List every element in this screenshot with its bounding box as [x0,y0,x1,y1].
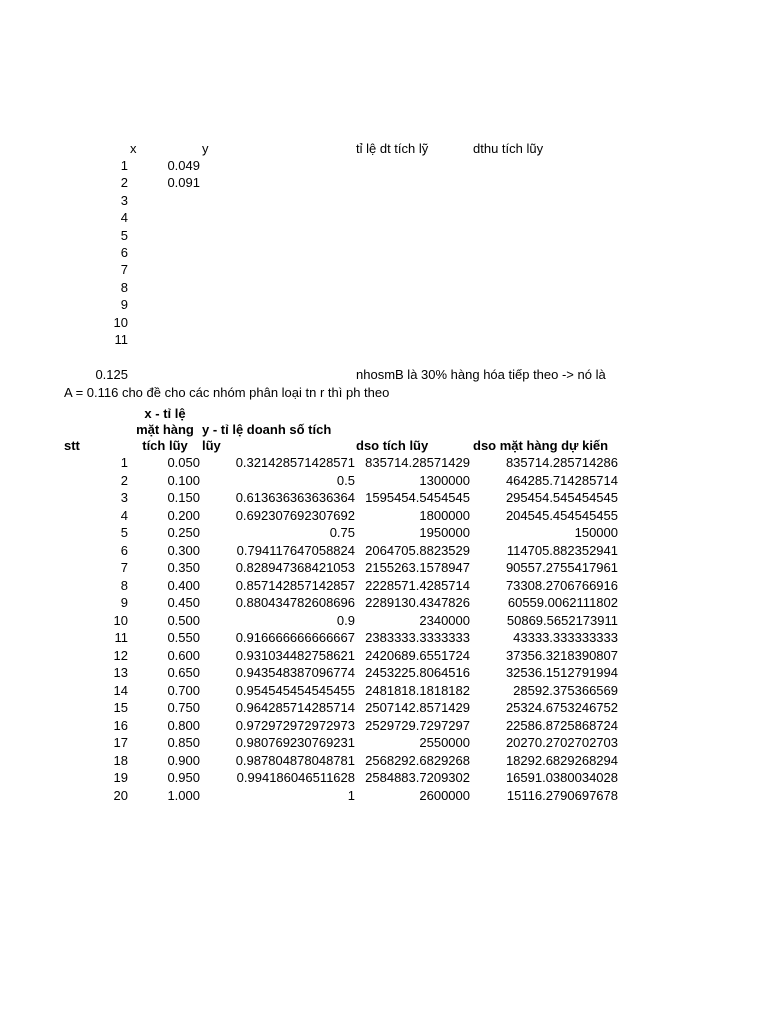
x-value-cell: 0.050 [167,455,200,470]
stt-cell: 10 [113,612,128,628]
forecast-value-cell: 32536.1512791994 [505,665,618,680]
stt-cell: 7 [120,560,128,575]
dso-value-cell: 2529729.7297297 [365,717,470,733]
y-value-cell: 0.931034482758621 [235,647,355,663]
x-cell: 10 [113,314,128,330]
table-row [0,542,768,559]
dso-value-cell: 2289130.4347826 [365,595,470,610]
dso-value-cell: 2383333.3333333 [365,630,470,645]
stt-cell: 5 [120,525,128,540]
x-cell: 7 [120,262,128,278]
table-row [0,489,768,506]
x-cell: 2 [120,175,128,191]
x-header-line-2: mặt hàng [136,422,194,437]
x-cell: 5 [120,227,128,243]
y-value-cell: 0.5 [336,472,355,488]
dso-value-cell: 1300000 [419,472,470,488]
table-row [0,734,768,751]
x-header-line-3: tích lũy [142,438,188,453]
forecast-header: dso mặt hàng dự kiến [473,438,609,453]
stt-cell: 16 [113,717,128,733]
dso-header: dso tích lũy [356,438,429,453]
y-value-cell: 0.75 [329,525,355,540]
x-value-cell: 0.600 [167,647,200,663]
note-line-1: nhosmB là 30% hàng hóa tiếp theo -> nó là [356,367,606,382]
forecast-value-cell: 295454.545454545 [505,490,618,505]
dso-value-cell: 2507142.8571429 [365,700,470,715]
table-row [0,296,768,313]
stt-cell: 17 [113,735,128,750]
table-row [0,209,768,226]
forecast-value-cell: 114705.882352941 [506,542,618,558]
y-value-cell: 0.987804878048781 [235,752,355,768]
y-value-cell: 0.857142857142857 [235,577,355,593]
forecast-value-cell: 73308.2706766916 [505,577,618,593]
stt-header: stt [64,438,80,453]
forecast-value-cell: 22586.8725868724 [505,717,618,733]
y-value-cell: 0.9 [336,612,355,628]
dso-value-cell: 2600000 [419,787,470,803]
x-cell: 1 [120,158,128,173]
stt-cell: 9 [120,595,128,610]
x-value-cell: 0.650 [167,665,200,680]
stt-cell: 19 [113,770,128,785]
stt-cell: 15 [113,700,128,715]
y-header-line-2: lũy [202,438,221,453]
forecast-value-cell: 150000 [574,525,618,540]
y-column-header: y [202,141,209,156]
stt-cell: 14 [113,682,128,698]
table-row [0,699,768,716]
y-value-cell: 0.994186046511628 [236,770,355,785]
y-value-cell: 1 [347,787,355,803]
y-cell: 0.091 [167,175,200,191]
y-value-cell: 0.972972972972973 [235,717,355,733]
dso-value-cell: 835714.28571429 [365,455,470,470]
forecast-value-cell: 16591.0380034028 [505,770,618,785]
dso-value-cell: 2453225.8064516 [365,665,470,680]
x-value-cell: 0.700 [167,682,200,698]
x-cell: 3 [120,192,128,208]
dso-value-cell: 2568292.6829268 [365,752,470,768]
forecast-value-cell: 43333.333333333 [513,630,618,645]
table-row [0,629,768,646]
y-cell: 0.049 [167,158,200,173]
dso-value-cell: 2155263.1578947 [365,560,470,575]
dso-value-cell: 2584883.7209302 [365,770,470,785]
table-row [0,244,768,261]
x-value-cell: 0.950 [167,770,200,785]
table-row [0,157,768,174]
table-row [0,314,768,331]
forecast-value-cell: 835714.285714286 [505,455,618,470]
stt-cell: 20 [113,787,128,803]
y-value-cell: 0.943548387096774 [235,665,355,680]
x-value-cell: 0.850 [167,735,200,750]
dso-value-cell: 2481818.1818182 [365,682,470,698]
table-row [0,559,768,576]
table-row [0,752,768,769]
stt-cell: 11 [114,630,128,645]
x-cell: 8 [120,279,128,295]
forecast-value-cell: 204545.454545455 [505,507,618,523]
x-value-cell: 0.300 [167,542,200,558]
value-cell: 0.125 [95,367,128,382]
dso-value-cell: 1595454.5454545 [365,490,470,505]
forecast-value-cell: 15116.2790697678 [506,787,618,803]
stt-cell: 4 [120,507,128,523]
x-header-line-1: x - tỉ lệ [144,406,186,421]
x-value-cell: 0.100 [167,472,200,488]
x-cell: 11 [114,332,128,347]
y-value-cell: 0.964285714285714 [235,700,355,715]
y-value-cell: 0.794117647058824 [236,542,355,558]
table-row [0,682,768,699]
dso-value-cell: 1950000 [419,525,470,540]
x-column-header: x [130,141,137,156]
table-row [0,174,768,191]
table-row [0,507,768,524]
x-value-cell: 0.550 [167,630,200,645]
rate-column-header: tỉ lệ dt tích lỹ [356,141,429,156]
dso-value-cell: 2064705.8823529 [365,542,470,558]
y-value-cell: 0.980769230769231 [235,735,355,750]
table-row [0,472,768,489]
x-value-cell: 1.000 [167,787,200,803]
table-row [0,279,768,296]
x-value-cell: 0.400 [167,577,200,593]
cumulative-column-header: dthu tích lũy [473,141,544,156]
stt-cell: 1 [120,455,128,470]
x-value-cell: 0.250 [167,525,200,540]
stt-cell: 3 [120,490,128,505]
forecast-value-cell: 28592.375366569 [513,682,618,698]
y-value-cell: 0.613636363636364 [235,490,355,505]
table-row [0,664,768,681]
y-value-cell: 0.828947368421053 [235,560,355,575]
x-value-cell: 0.350 [167,560,200,575]
table-row [0,524,768,541]
stt-cell: 13 [113,665,128,680]
table-row [0,787,768,804]
forecast-value-cell: 37356.3218390807 [505,647,618,663]
dso-value-cell: 2228571.4285714 [365,577,470,593]
x-value-cell: 0.900 [167,752,200,768]
x-cell: 4 [120,210,128,226]
table-row [0,612,768,629]
table-row [0,577,768,594]
note-line-2: A = 0.116 cho đề cho các nhóm phân loại tn r thì ph theo [64,385,390,400]
forecast-value-cell: 20270.2702702703 [505,735,618,750]
y-value-cell: 0.692307692307692 [235,507,355,523]
table-row [0,647,768,664]
table-row [0,454,768,471]
x-value-cell: 0.750 [167,700,200,715]
y-value-cell: 0.880434782608696 [235,595,355,610]
table-row [0,594,768,611]
forecast-value-cell: 25324.6753246752 [505,700,618,715]
forecast-value-cell: 464285.714285714 [505,472,618,488]
x-value-cell: 0.800 [167,717,200,733]
x-cell: 6 [120,245,128,260]
dso-value-cell: 2550000 [419,735,470,750]
dso-value-cell: 2420689.6551724 [365,647,470,663]
dso-value-cell: 1800000 [419,507,470,523]
y-value-cell: 0.954545454545455 [235,682,355,698]
table-row [0,227,768,244]
x-value-cell: 0.450 [167,595,200,610]
y-header-line-1: y - tỉ lệ doanh số tích [202,422,332,437]
table-row [0,769,768,786]
stt-cell: 6 [120,542,128,558]
table-row [0,261,768,278]
y-value-cell: 0.916666666666667 [235,630,355,645]
y-value-cell: 0.321428571428571 [235,455,355,470]
dso-value-cell: 2340000 [419,612,470,628]
stt-cell: 18 [113,752,128,768]
table-row [0,331,768,348]
x-value-cell: 0.200 [167,507,200,523]
stt-cell: 12 [113,647,128,663]
table-row [0,717,768,734]
x-cell: 9 [120,297,128,313]
forecast-value-cell: 90557.2755417961 [505,560,618,575]
stt-cell: 8 [120,577,128,593]
forecast-value-cell: 60559.0062111802 [507,595,618,610]
forecast-value-cell: 18292.6829268294 [505,752,618,768]
table-row [0,192,768,209]
x-value-cell: 0.500 [167,612,200,628]
forecast-value-cell: 50869.5652173911 [506,612,618,628]
stt-cell: 2 [120,472,128,488]
x-value-cell: 0.150 [167,490,200,505]
